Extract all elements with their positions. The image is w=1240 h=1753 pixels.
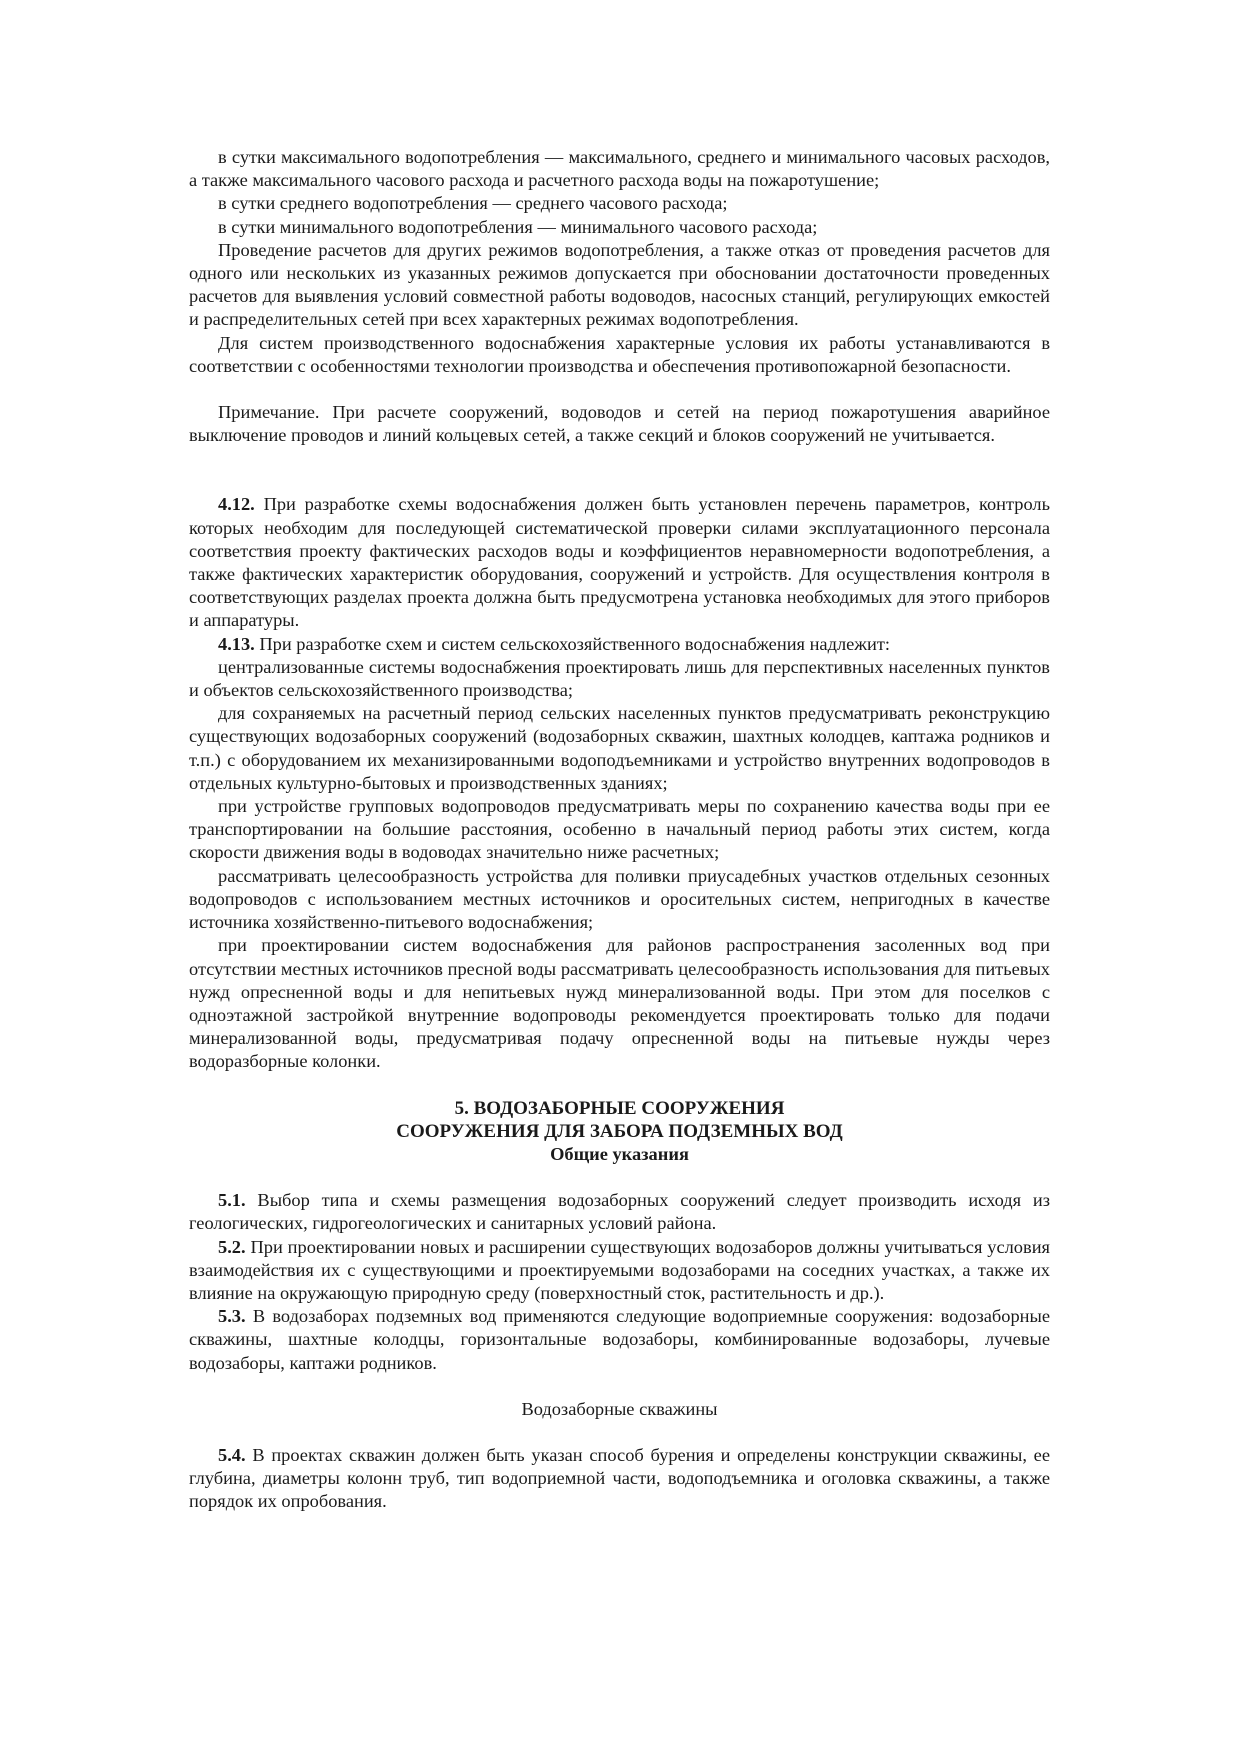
list-item: для сохраняемых на расчетный период сельских населенных пунктов предусматривать реконструкцию существующих водозаборных сооружений (водозаборных скважин, шахтных колодцев, каптажа родников и т.п.) с оборудованием их механизированными водоподъемниками и устройство внутренних водопроводов в отдельных культурно-бытовых и производственных зданиях; xyxy=(189,703,1050,793)
clause-5-4 xyxy=(189,1444,1050,1514)
paragraph-industrial-systems: Для систем производственного водоснабжения характерные условия их работы устанавливаются в соответствии с особенностями технологии производства и обеспечения противопожарной безопасности. xyxy=(189,332,1050,376)
clause-number: 5.4. xyxy=(218,1444,246,1465)
subsection-heading-wells: Водозаборные скважины xyxy=(521,1398,718,1419)
clause-text: В проектах скважин должен быть указан способ бурения и определены конструкции скважины, ее глубина, диаметры колонн труб, тип водоприемной части, водоподъемника и оголовка скважины, а также порядок их опробования. xyxy=(189,1444,1050,1512)
clause-5-3 xyxy=(189,1305,1050,1375)
clause-text: Выбор типа и схемы размещения водозаборных сооружений следует производить исходя из геологических, гидрогеологических и санитарных условий района. xyxy=(189,1190,1050,1234)
clause-text: При разработке схемы водоснабжения должен быть установлен перечень параметров, контроль которых необходим для последующей систематической проверки силами эксплуатационного персонала соответствия проекту фактических расходов воды и коэффициентов неравномерности водопотребления, а также фактических характеристик оборудования, сооружений и устройств. Для осуществления контроля в соответствующих разделах проекта должна быть предусмотрена установка необходимых для этого приборов и аппаратуры. xyxy=(189,494,1050,631)
spacer xyxy=(189,1375,1050,1398)
paragraph-max-consumption: в сутки максимального водопотребления — максимального, среднего и минимального часовых расходов, а также максимального часового расхода и расчетного расхода воды на пожаротушение; xyxy=(189,147,1050,191)
clause-number: 5.3. xyxy=(218,1306,246,1327)
section-subtitle: СООРУЖЕНИЯ ДЛЯ ЗАБОРА ПОДЗЕМНЫХ ВОД xyxy=(396,1120,843,1142)
clause-4-12 xyxy=(189,493,1050,632)
spacer xyxy=(189,1421,1050,1444)
list-item: при устройстве групповых водопроводов предусматривать меры по сохранению качества воды при ее транспортировании на большие расстояния, особенно в начальный период работы этих систем, когда скорости движения воды в водоводах значительно ниже расчетных; xyxy=(189,796,1050,863)
paragraph-other-modes: Проведение расчетов для других режимов водопотребления, а также отказ от проведения расчетов для одного или нескольких из указанных режимов допускается при обосновании достаточности проведенных расчетов для выявления условий совместной работы водоводов, насосных станций, регулирующих емкостей и распределительных сетей при всех характерных режимах водопотребления. xyxy=(189,239,1050,330)
clause-number: 4.13. xyxy=(218,633,255,654)
clause-number: 4.12. xyxy=(218,494,255,515)
clause-text: При проектировании новых и расширении существующих водозаборов должны учитываться условия взаимодействия их с существующими и проектируемыми водозаборами на соседних участках, а также их влияние на окружающую природную среду (поверхностный сток, растительность и др.). xyxy=(189,1236,1050,1303)
section-title: 5. ВОДОЗАБОРНЫЕ СООРУЖЕНИЯ xyxy=(454,1097,785,1119)
clause-5-1 xyxy=(189,1189,1050,1235)
list-item: рассматривать целесообразность устройства для поливки приусадебных участков отдельных сезонных водопроводов с использованием местных источников и оросительных систем, непригодных в качестве источника хозяйственно-питьевого водоснабжения; xyxy=(189,865,1050,933)
paragraph-min-consumption: в сутки минимального водопотребления — минимального часового расхода; xyxy=(218,216,818,237)
list-item: централизованные системы водоснабжения проектировать лишь для перспективных населенных пунктов и объектов сельскохозяйственного производства; xyxy=(189,656,1050,701)
paragraph-avg-consumption: в сутки среднего водопотребления — среднего часового расхода; xyxy=(218,193,728,214)
clause-4-13 xyxy=(189,633,1050,656)
spacer xyxy=(189,1074,1050,1097)
list-item: при проектировании систем водоснабжения для районов распространения засоленных вод при отсутствии местных источников пресной воды рассматривать целесообразность использования для питьевых нужд опресненной воды и для непитьевых нужд минерализованной воды. При этом для поселков с одноэтажной застройкой внутренние водопроводы рекомендуется проектировать только для подачи минерализованной воды, предусматривая подачу опресненной воды на питьевые нужды через водоразборные колонки. xyxy=(189,935,1050,1072)
spacer xyxy=(189,447,1050,493)
note-paragraph: Примечание. При расчете сооружений, водоводов и сетей на период пожаротушения аварийное выключение проводов и линий кольцевых сетей, а также секций и блоков сооружений не учитывается. xyxy=(189,402,1050,446)
clause-text: При разработке схем и систем сельскохозяйственного водоснабжения надлежит: xyxy=(254,633,890,654)
clause-text: В водозаборах подземных вод применяются следующие водоприемные сооружения: водозаборные скважины, шахтные колодцы, горизонтальные водозаборы, комбинированные водозаборы, лучевые водозаборы, каптажи родников. xyxy=(189,1306,1050,1373)
spacer xyxy=(189,378,1050,401)
section-general-heading: Общие указания xyxy=(550,1143,689,1164)
spacer xyxy=(189,1166,1050,1189)
clause-5-2 xyxy=(189,1236,1050,1306)
clause-number: 5.2. xyxy=(218,1236,246,1257)
clause-number: 5.1. xyxy=(218,1190,246,1211)
document-page xyxy=(189,146,1050,1514)
